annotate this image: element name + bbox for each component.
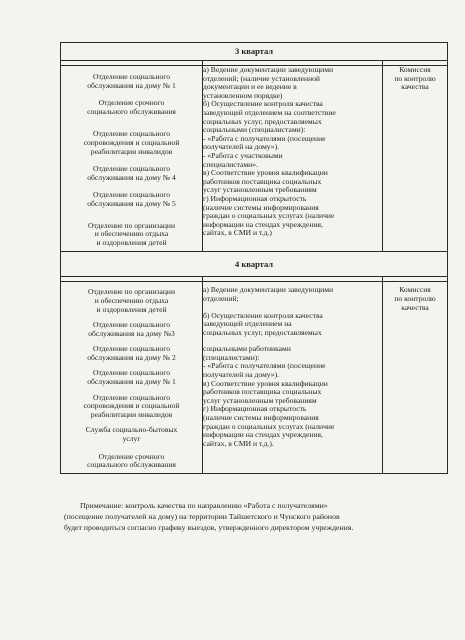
quarter-4-title: 4 квартал <box>61 252 448 277</box>
q3-unit-2: Отделение срочного социального обслуживания <box>87 98 176 116</box>
note-line-2: (посещение получателей на дому) на территории Тайшетского и Чунского районов <box>64 512 340 522</box>
q4-unit-5: Отделение социального сопровождения и социальной реабилитации инвалидов <box>83 392 180 419</box>
quarter-4-activities-cell: а) Ведение документации заведующими отделений; б) Осуществление контроля качества заведующей отделением на социальных услуг, предоставляемых социальными работниками (специалистами): - «Работа с получателями (посещение получателей на дому»). в) Соответствие уровня квалификации работников поставщика социальных услуг установленным требованиям г) Информационная открытость (наличие системы информирования граждан о социальных услугах (наличие информации на стендах учреждения, сайтах, в СМИ и т.д.). <box>203 282 383 474</box>
schedule-note <box>64 500 442 534</box>
q4-unit-4: Отделение социального обслуживания на дому № 1 <box>87 368 176 387</box>
quarter-4-header-row <box>61 252 448 277</box>
q4-unit-7: Отделение срочного социального обслуживания <box>87 451 176 470</box>
quarter-4-row <box>61 282 448 474</box>
quarter-3-units-cell <box>61 66 203 252</box>
q3-unit-3: Отделение социального сопровождения и социальной реабилитации инвалидов <box>83 129 180 156</box>
quarter-4-units-cell <box>61 282 203 474</box>
quarter-3-activities-cell: а) Ведение документации заведующими отделений; (наличие установленной документации и ее ведение в установленном порядке) б) Осуществление контроля качества заведующей отделением на соответствие социальных услуг, предоставляемых социальными (специалистами): - «Работа с получателями (посещение получателей на дому»). - «Работа с участковыми специалистами». в) Соответствие уровня квалификации работников поставщика социальных услуг установленным требованиям г) Информационная открытость (наличие системы информирования граждан о социальных услугах (наличие информации на стендах учреждения, сайтах, в СМИ и т.д.) <box>203 66 383 252</box>
q3-unit-6: Отделение по организации и обеспечению отдыха и оздоровления детей <box>87 220 176 247</box>
quality-control-schedule-table <box>60 42 448 474</box>
quarter-3-row <box>61 66 448 252</box>
q3-unit-1: Отделение социального обслуживания на дому № 1 <box>87 72 176 90</box>
note-line-1: Примечание: контроль качества по направлению «Работа с получателями» <box>80 501 328 510</box>
q3-unit-4: Отделение социального обслуживания на дому № 4 <box>87 164 176 182</box>
quarter-4-control-cell: Комиссия по контролю качества <box>383 282 448 474</box>
quarter-3-header-row <box>61 43 448 61</box>
q4-unit-6: Служба социально-бытовых услуг <box>85 425 178 444</box>
q4-unit-3: Отделение социального обслуживания на дому № 2 <box>87 344 176 362</box>
q4-unit-1: Отделение по организации и обеспечению отдыха и оздоровления детей <box>87 287 176 314</box>
quarter-3-title: 3 квартал <box>61 43 448 61</box>
q3-unit-5: Отделение социального обслуживания на дому № 5 <box>87 190 176 208</box>
quarter-3-control-cell: Комиссия по контролю качества <box>383 66 448 252</box>
note-line-3: будет проводиться согласно графику выездов, утвержденного директором учреждения. <box>64 523 354 533</box>
q4-unit-2: Отделение социального обслуживания на дому №3 <box>88 320 175 338</box>
